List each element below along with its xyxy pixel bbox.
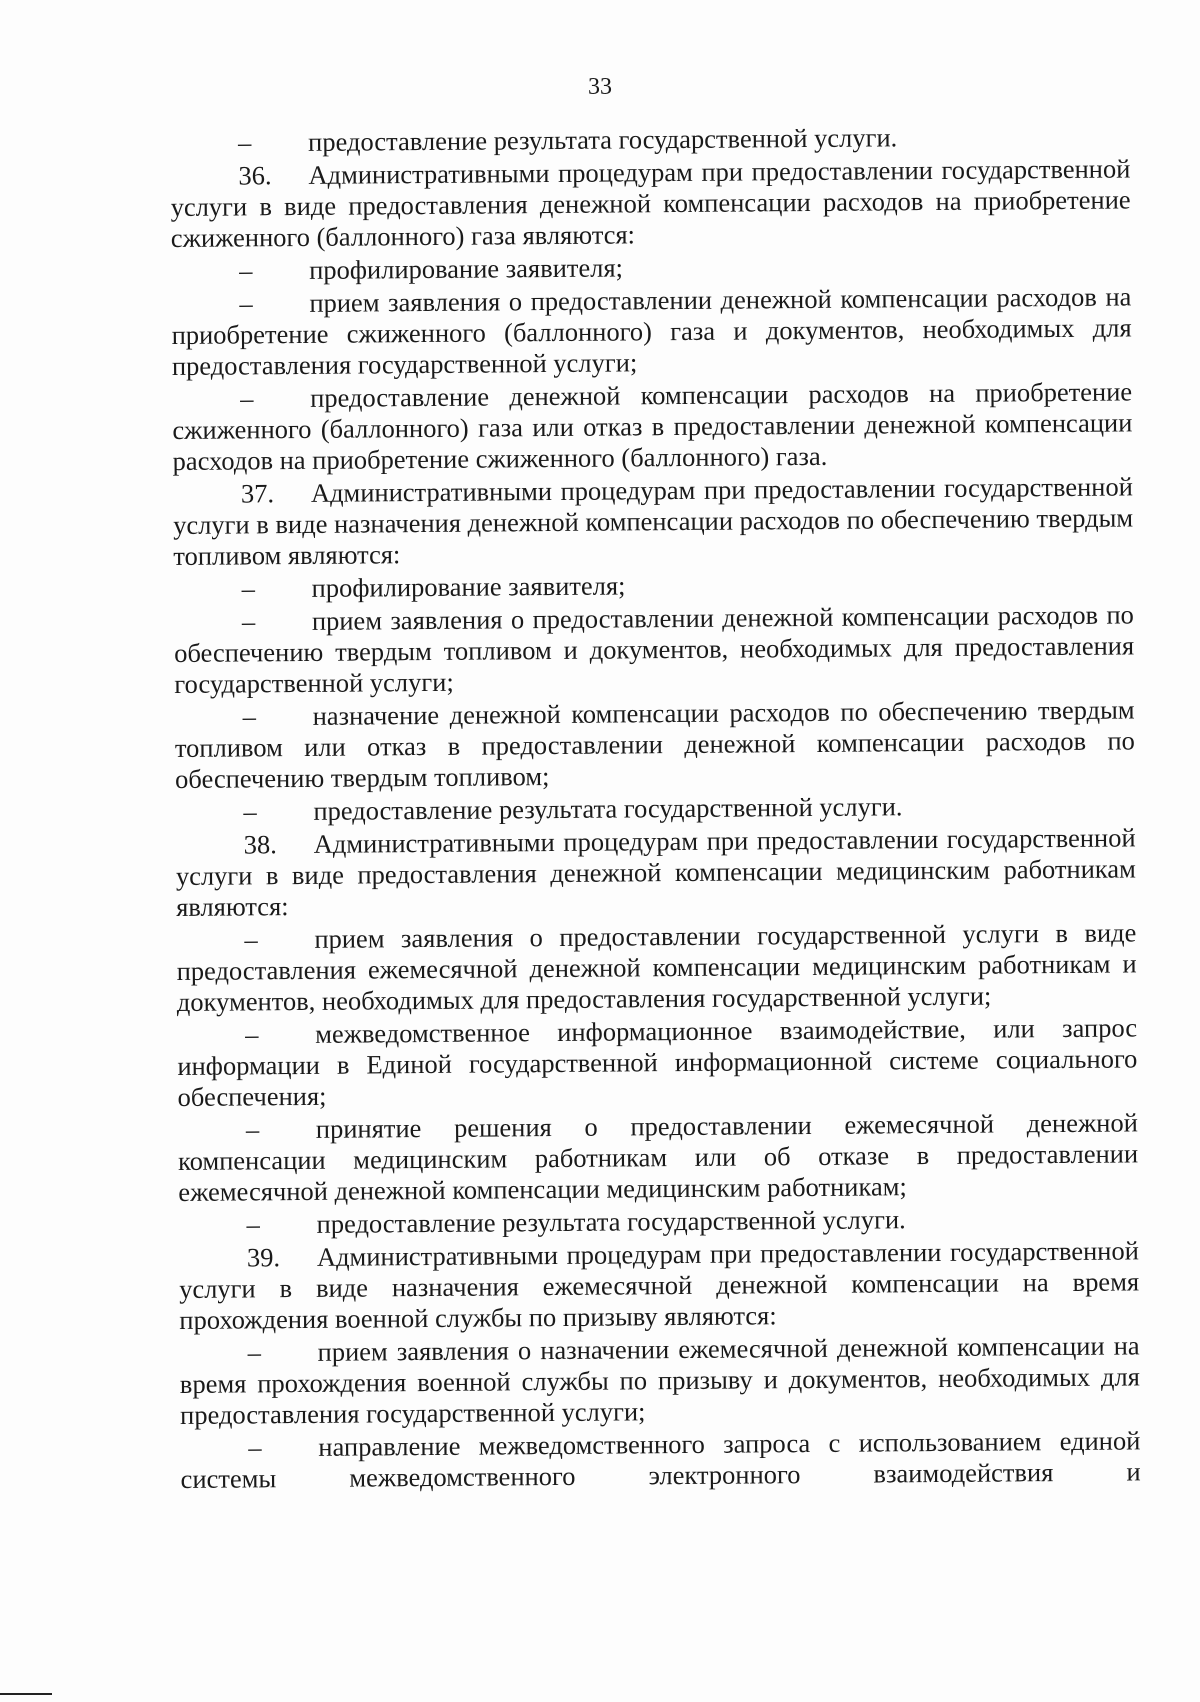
list-item (175, 789, 1135, 828)
list-marker: – (244, 924, 258, 955)
list-item (178, 1202, 1138, 1241)
list-marker: – (245, 1019, 259, 1050)
paragraph-text: прием заявления о предоставлении государственной услуги в виде предоставления ежемесячной денежной компенсации медицинским работникам и документов, необходимых для предоставления государственной услуги; (176, 917, 1137, 1017)
paragraph-number: 37. (240, 478, 275, 509)
numbered-paragraph-39 (179, 1235, 1140, 1336)
paragraph-text: направление межведомственного запроса с использованием единой системы межведомственного электронного взаимодействия и (180, 1425, 1141, 1494)
list-item (170, 120, 1130, 159)
paragraph-text: предоставление результата государственной услуги. (313, 791, 903, 826)
list-marker: – (247, 1337, 261, 1368)
list-item (171, 248, 1131, 287)
list-marker: – (248, 1432, 262, 1463)
paragraph-number: 38. (243, 829, 277, 860)
list-item (172, 376, 1133, 477)
paragraph-text: профилирование заявителя; (311, 570, 626, 603)
paragraph-text: межведомственное информационное взаимодействие, или запрос информации в Единой государственной информационной системе социального обеспечения; (177, 1012, 1138, 1112)
document-body (170, 120, 1141, 1496)
paragraph-text: Административными процедурам при предоставлении государственной услуги в виде предоставления денежной компенсации расходов на приобретение сжиженного (баллонного) газа являются: (170, 153, 1131, 253)
list-marker: – (240, 383, 254, 414)
paragraph-text: профилирование заявителя; (309, 252, 624, 285)
paragraph-text: Административными процедурам при предоставлении государственной услуги в виде назначения денежной компенсации расходов по обеспечению твердым топливом являются: (173, 471, 1134, 571)
list-marker: – (245, 1114, 260, 1145)
list-marker: – (246, 1209, 260, 1240)
numbered-paragraph-36 (170, 153, 1131, 254)
paragraph-text: предоставление результата государственной услуги. (307, 122, 898, 157)
paragraph-text: предоставление результата государственной услуги. (316, 1204, 906, 1239)
paragraph-text: прием заявления о назначении ежемесячной денежной компенсации на время прохождения военной службы по призыву и документов, необходимых для предоставления государственной услуги; (179, 1330, 1140, 1430)
numbered-paragraph-37 (173, 471, 1134, 572)
list-marker: – (242, 701, 256, 732)
paragraph-text: предоставление денежной компенсации расходов на приобретение сжиженного (баллонного) газа или отказ в предоставлении денежной компенсации расходов на приобретение сжиженного (баллонного) газа. (172, 376, 1133, 476)
paragraph-text: прием заявления о предоставлении денежной компенсации расходов на приобретение сжиженного (баллонного) газа и документов, необходимых для предоставления государственной услуги; (171, 281, 1132, 381)
paragraph-text: Административными процедурам при предоставлении государственной услуги в виде назначения ежемесячной денежной компенсации на время прохождения военной службы по призыву являются: (179, 1235, 1140, 1335)
page-number: 33 (588, 74, 612, 100)
paragraph-text: прием заявления о предоставлении денежной компенсации расходов по обеспечению твердым топливом и документов, необходимых для предоставления государственной услуги; (174, 599, 1135, 699)
list-marker: – (241, 606, 256, 637)
list-item (174, 566, 1134, 605)
list-marker: – (241, 573, 255, 604)
paragraph-text: Административными процедурам при предоставлении государственной услуги в виде предоставления денежной компенсации медицинским работникам являются: (175, 822, 1136, 922)
list-item (174, 599, 1135, 700)
list-marker: – (239, 255, 253, 286)
list-item (180, 1425, 1140, 1495)
scan-edge-mark (0, 1693, 52, 1695)
list-item (176, 917, 1137, 1018)
list-item (178, 1107, 1139, 1208)
numbered-paragraph-38 (176, 822, 1137, 923)
list-marker: – (239, 288, 253, 319)
list-item (180, 1330, 1141, 1431)
list-marker: – (243, 796, 257, 827)
paragraph-number: 36. (238, 160, 272, 191)
paragraph-text: принятие решения о предоставлении ежемесячной денежной компенсации медицинским работникам или об отказе в предоставлении ежемесячной денежной компенсации медицинским работникам; (177, 1107, 1139, 1207)
list-marker: – (237, 127, 252, 158)
list-item (175, 694, 1136, 795)
paragraph-text: назначение денежной компенсации расходов по обеспечению твердым топливом или отказ в предоставлении денежной компенсации расходов по обеспечению твердым топливом; (174, 694, 1135, 794)
list-item (171, 281, 1132, 382)
paragraph-number: 39. (246, 1242, 281, 1273)
list-item (177, 1012, 1138, 1113)
